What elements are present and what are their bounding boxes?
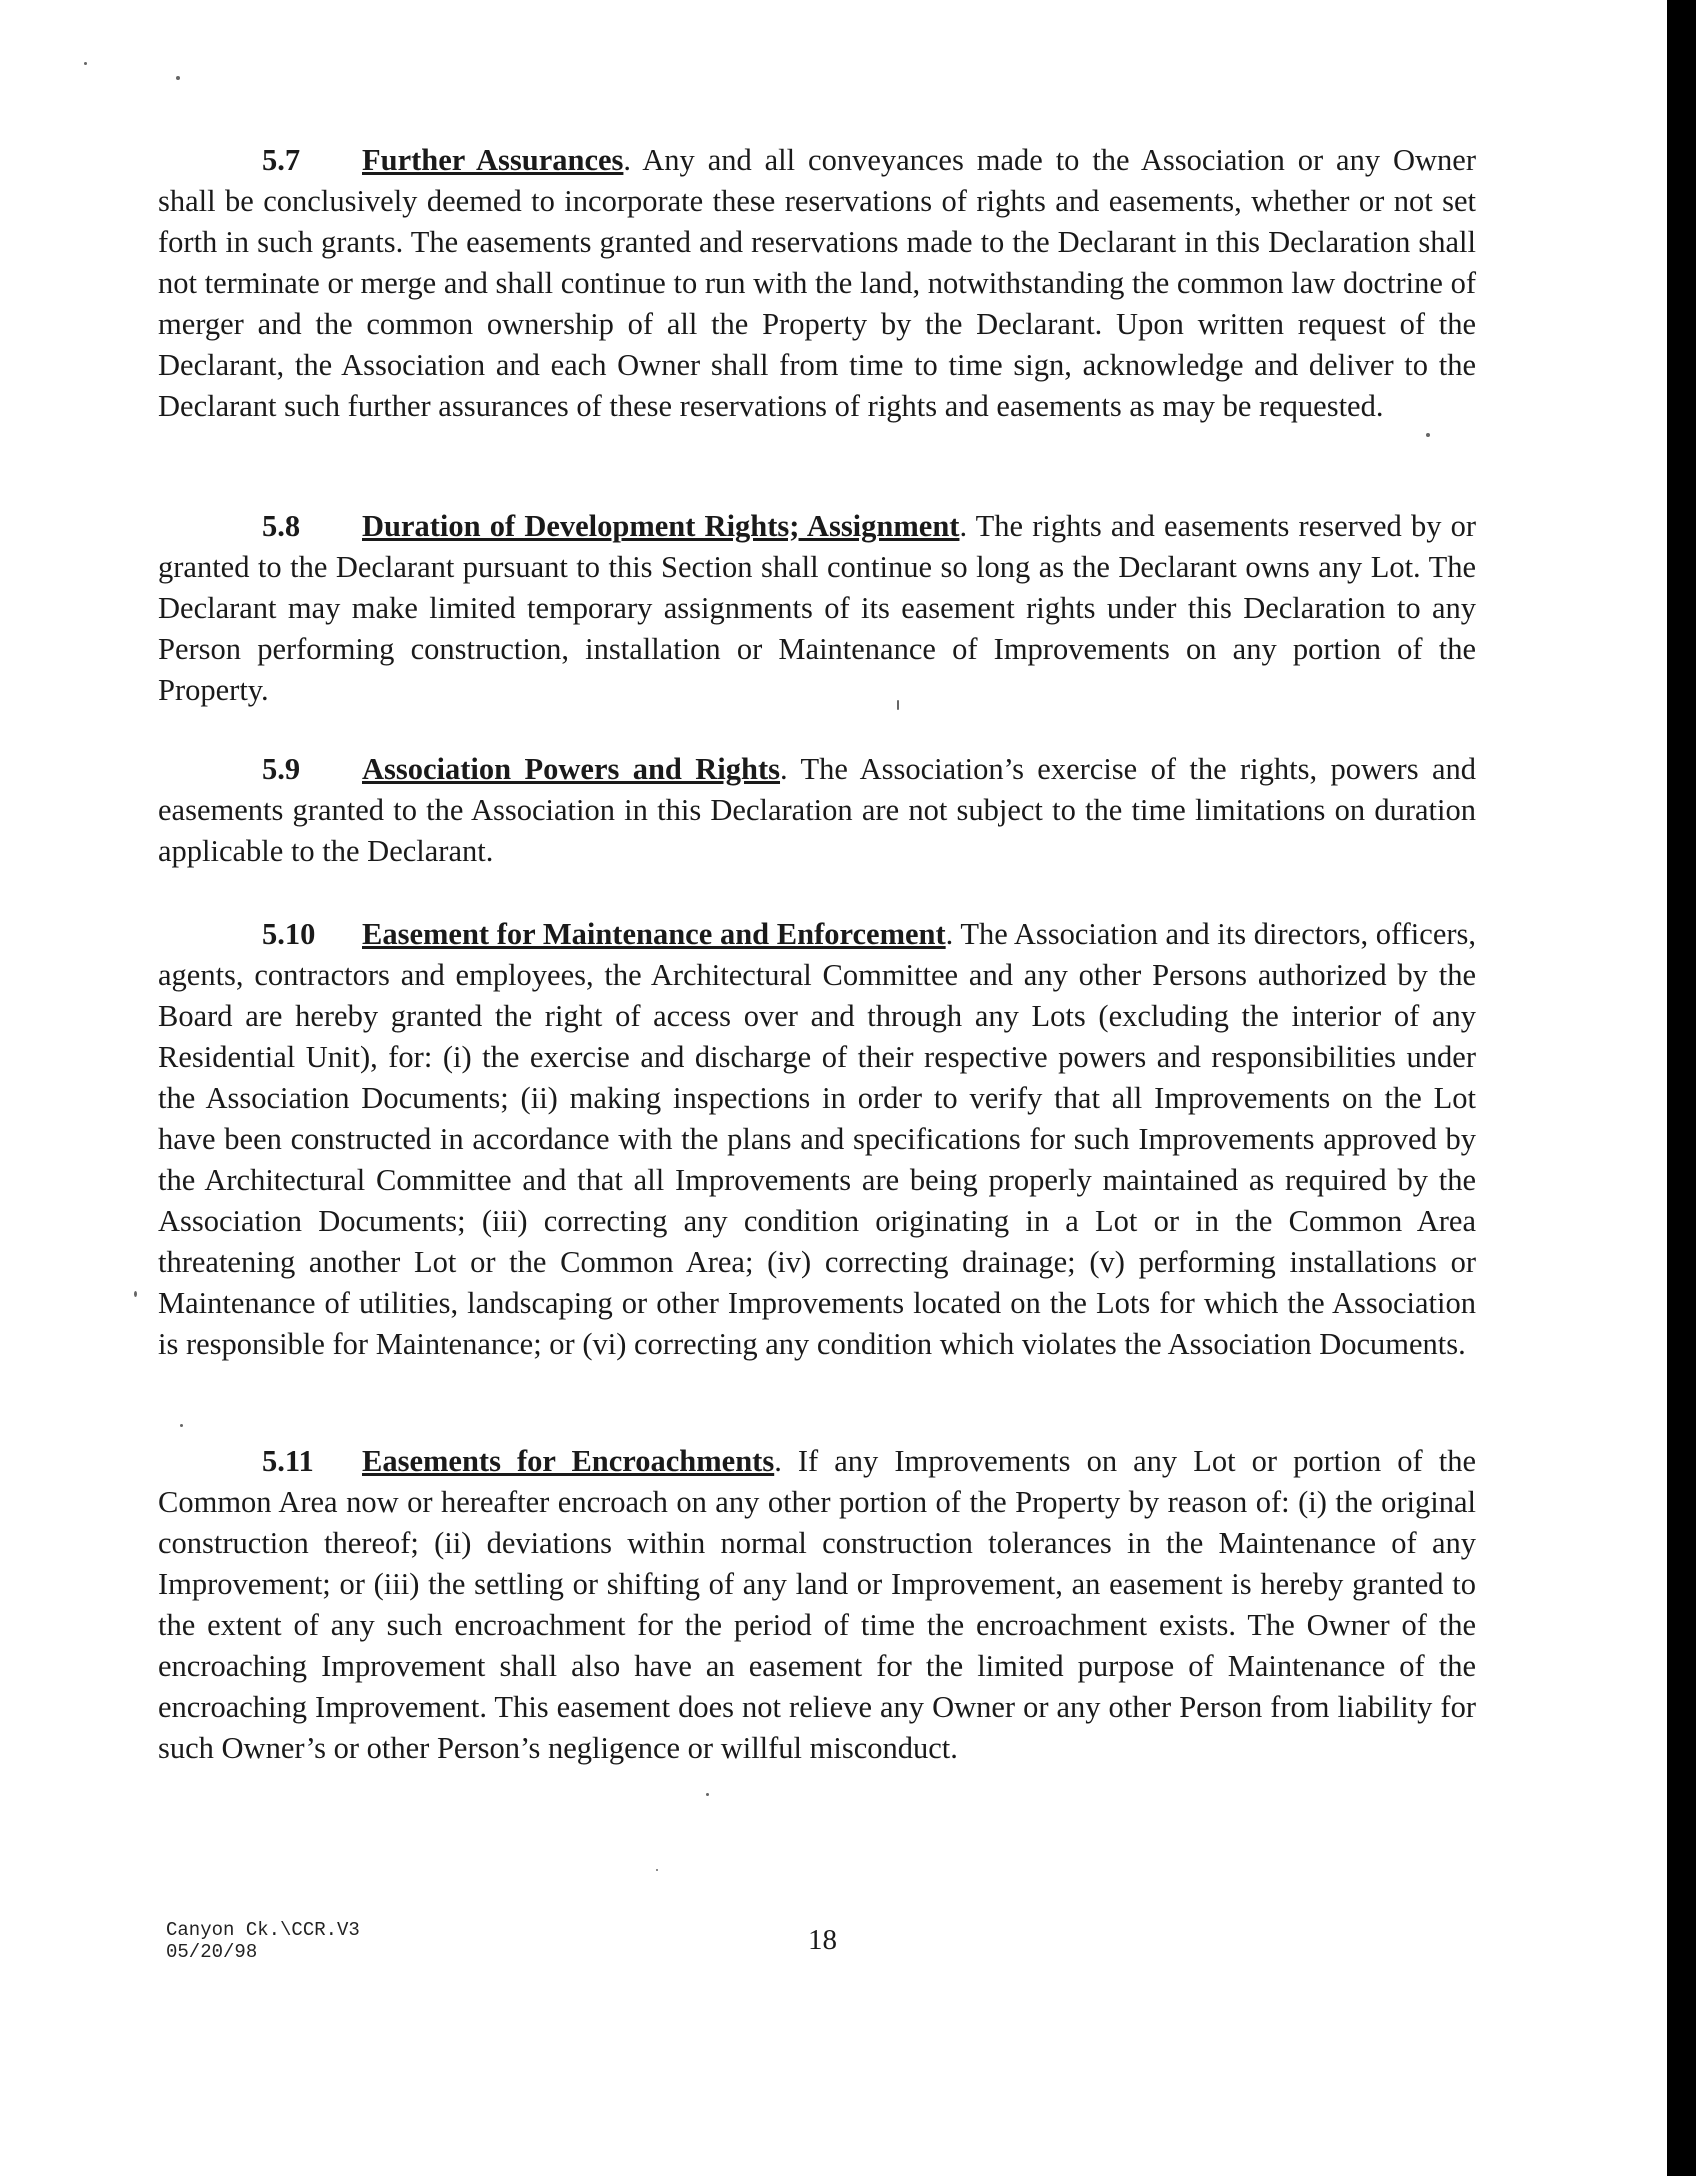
section-body: . Any and all conveyances made to the Association or any Owner shall be conclusively deemed to incorporate these reservations of rights and easements, whether or not set forth in such grants. The easements granted and reservations made to the Declarant in this Declaration shall not terminate or merge and shall continue to run with the land, notwithstanding the common law doctrine of merger and the common ownership of all the Property by the Declarant. Upon written request of the Declarant, the Association and each Owner shall from time to time sign, acknowledge and deliver to the Declarant such further assurances of these reservations of rights and easements as may be requested. — [158, 143, 1476, 423]
scan-speck — [706, 1793, 709, 1796]
footer-date: 05/20/98 — [166, 1941, 258, 1963]
section-5-11 — [158, 1441, 1476, 1769]
section-number: 5.10 — [262, 917, 316, 951]
section-5-8 — [158, 506, 1476, 711]
section-5-9 — [158, 749, 1476, 872]
section-5-10 — [158, 914, 1476, 1365]
section-paragraph — [158, 140, 1476, 427]
scan-speck — [656, 1869, 658, 1871]
scan-speck — [180, 1424, 183, 1427]
scan-speck — [176, 76, 180, 80]
section-body: . The rights and easements reserved by or granted to the Declarant pursuant to this Section shall continue so long as the Declarant owns any Lot. The Declarant may make limited temporary assignments of its easement rights under this Declaration to any Person performing construction, installation or Maintenance of Improvements on any portion of the Property. — [158, 509, 1476, 707]
section-body: . The Association’s exercise of the rights, powers and easements granted to the Association in this Declaration are not subject to the time limitations on duration applicable to the Declarant. — [158, 752, 1476, 868]
section-heading: Easement for Maintenance and Enforcement — [362, 917, 946, 951]
section-heading: Duration of Development Rights; Assignment — [362, 509, 960, 543]
page-number: 18 — [808, 1924, 837, 1956]
section-heading: Further Assurances — [362, 143, 624, 177]
section-5-7 — [158, 140, 1476, 427]
footer-document-id — [166, 1919, 360, 1963]
section-number: 5.11 — [262, 1444, 314, 1478]
section-number: 5.9 — [262, 752, 301, 786]
scan-speck — [134, 1291, 137, 1297]
section-body: . The Association and its directors, officers, agents, contractors and employees, the Architectural Committee and any other Persons authorized by the Board are hereby granted the right of access over and through any Lots (excluding the interior of any Residential Unit), for: (i) the exercise and discharge of their respective powers and responsibilities under the Association Documents; (ii) making inspections in order to verify that all Improvements on the Lot have been constructed in accordance with the plans and specifications for such Improvements approved by the Architectural Committee and that all Improvements are being properly maintained as required by the Association Documents; (iii) correcting any condition originating in a Lot or in the Common Area threatening another Lot or the Common Area; (iv) correcting drainage; (v) performing installations or Maintenance of utilities, landscaping or other Improvements located on the Lots for which the Association is responsible for Maintenance; or (vi) correcting any condition which violates the Association Documents. — [158, 917, 1477, 1361]
section-paragraph — [158, 749, 1476, 872]
section-number: 5.8 — [262, 509, 301, 543]
section-paragraph — [158, 1441, 1476, 1769]
section-body: . If any Improvements on any Lot or portion of the Common Area now or hereafter encroach on any other portion of the Property by reason of: (i) the original construction thereof; (ii) deviations within normal construction tolerances in the Maintenance of any Improvement; or (iii) the settling or shifting of any land or Improvement, an easement is hereby granted to the extent of any such encroachment for the period of time the encroachment exists. The Owner of the encroaching Improvement shall also have an easement for the limited purpose of Maintenance of the encroaching Improvement. This easement does not relieve any Owner or any other Person from liability for such Owner’s or other Person’s negligence or willful misconduct. — [158, 1444, 1476, 1765]
scan-edge-border — [1667, 0, 1696, 2176]
scan-speck — [84, 62, 87, 65]
section-paragraph — [158, 506, 1476, 711]
section-paragraph — [158, 914, 1476, 1365]
section-number: 5.7 — [262, 143, 301, 177]
scan-speck — [1426, 433, 1430, 437]
section-heading: Association Powers and Rights — [362, 752, 781, 786]
section-heading: Easements for Encroachments — [362, 1444, 775, 1478]
footer-file-id: Canyon Ck.\CCR.V3 — [166, 1919, 360, 1941]
